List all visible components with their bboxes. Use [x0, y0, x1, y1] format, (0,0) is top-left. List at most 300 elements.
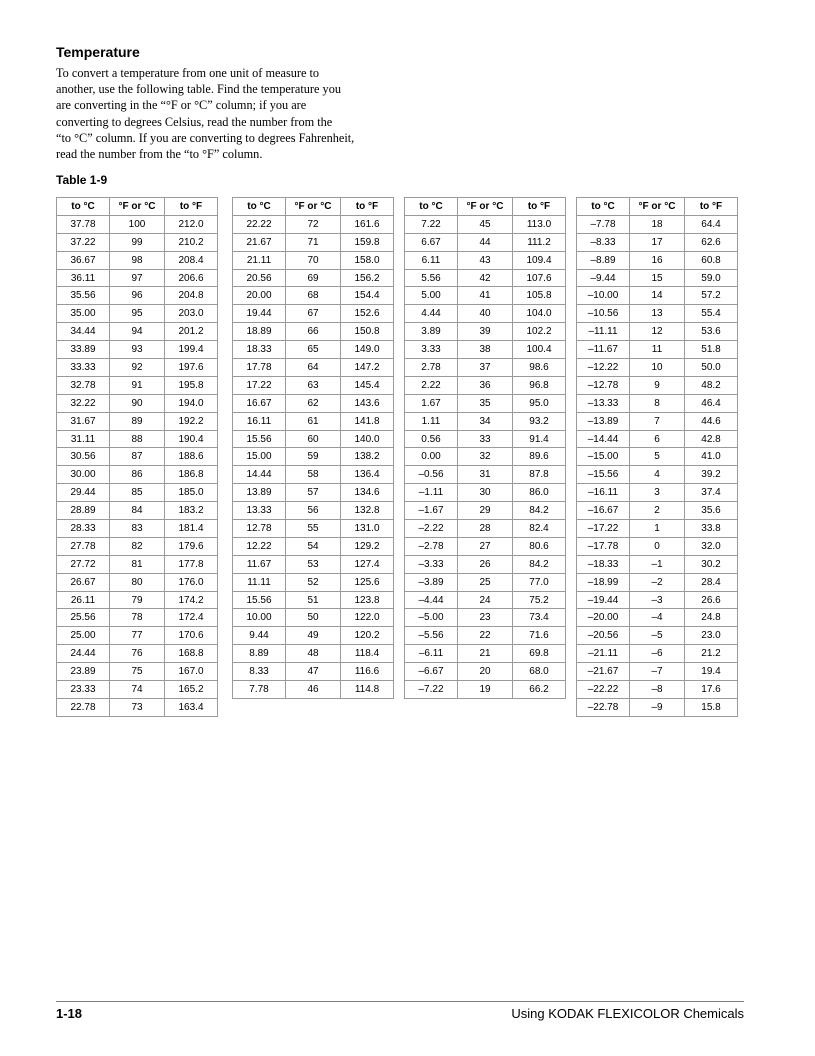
cell-f-or-c: 93: [110, 341, 165, 359]
table-row: [405, 394, 566, 412]
cell-to-f: 131.0: [341, 520, 394, 538]
cell-to-f: 136.4: [341, 466, 394, 484]
cell-to-f: 204.8: [165, 287, 218, 305]
table-row: [233, 251, 394, 269]
table-row: [405, 323, 566, 341]
cell-f-or-c: 88: [110, 430, 165, 448]
cell-f-or-c: 6: [630, 430, 685, 448]
cell-f-or-c: 89: [110, 412, 165, 430]
cell-f-or-c: 2: [630, 502, 685, 520]
cell-to-f: 53.6: [685, 323, 738, 341]
table-row: [577, 663, 738, 681]
table-row: [233, 430, 394, 448]
cell-to-f: 44.6: [685, 412, 738, 430]
table-row: [405, 269, 566, 287]
cell-f-or-c: 26: [458, 555, 513, 573]
cell-to-c: –2.22: [405, 520, 458, 538]
cell-to-c: –2.78: [405, 537, 458, 555]
cell-f-or-c: 72: [286, 215, 341, 233]
cell-f-or-c: 12: [630, 323, 685, 341]
cell-f-or-c: 81: [110, 555, 165, 573]
table-row: [405, 215, 566, 233]
table-row: [233, 484, 394, 502]
header-to-f: to °F: [685, 198, 738, 216]
cell-to-f: 86.0: [513, 484, 566, 502]
cell-to-c: 34.44: [57, 323, 110, 341]
cell-to-c: 0.00: [405, 448, 458, 466]
table-row: [577, 573, 738, 591]
cell-to-c: 18.33: [233, 341, 286, 359]
cell-to-c: 28.89: [57, 502, 110, 520]
cell-to-f: 127.4: [341, 555, 394, 573]
cell-f-or-c: 29: [458, 502, 513, 520]
table-row: [577, 341, 738, 359]
cell-to-f: 113.0: [513, 215, 566, 233]
cell-to-f: 123.8: [341, 591, 394, 609]
table-row: [577, 251, 738, 269]
intro-line: are converting in the “°F or °C” column; if you are: [56, 98, 307, 113]
cell-f-or-c: 32: [458, 448, 513, 466]
cell-to-f: 24.8: [685, 609, 738, 627]
cell-f-or-c: 59: [286, 448, 341, 466]
cell-f-or-c: 62: [286, 394, 341, 412]
cell-to-c: –22.22: [577, 681, 630, 699]
cell-to-f: 95.0: [513, 394, 566, 412]
cell-to-c: –0.56: [405, 466, 458, 484]
cell-to-f: 89.6: [513, 448, 566, 466]
cell-to-f: 125.6: [341, 573, 394, 591]
cell-f-or-c: 60: [286, 430, 341, 448]
cell-to-f: 208.4: [165, 251, 218, 269]
cell-to-f: 118.4: [341, 645, 394, 663]
cell-to-c: –12.78: [577, 376, 630, 394]
cell-f-or-c: –5: [630, 627, 685, 645]
cell-to-f: 39.2: [685, 466, 738, 484]
cell-to-c: –20.00: [577, 609, 630, 627]
cell-f-or-c: 27: [458, 537, 513, 555]
table-row: [57, 627, 218, 645]
cell-f-or-c: 61: [286, 412, 341, 430]
cell-f-or-c: 22: [458, 627, 513, 645]
cell-f-or-c: 78: [110, 609, 165, 627]
cell-f-or-c: 85: [110, 484, 165, 502]
cell-to-c: –8.33: [577, 233, 630, 251]
cell-to-f: 84.2: [513, 555, 566, 573]
table-row: [233, 305, 394, 323]
cell-to-f: 50.0: [685, 359, 738, 377]
cell-to-f: 138.2: [341, 448, 394, 466]
cell-to-f: 109.4: [513, 251, 566, 269]
conversion-table-2: [232, 197, 394, 699]
cell-to-f: 210.2: [165, 233, 218, 251]
table-row: [405, 537, 566, 555]
cell-to-c: 21.11: [233, 251, 286, 269]
cell-to-f: 120.2: [341, 627, 394, 645]
cell-f-or-c: 83: [110, 520, 165, 538]
table-row: [577, 591, 738, 609]
cell-f-or-c: 7: [630, 412, 685, 430]
cell-to-c: –1.11: [405, 484, 458, 502]
cell-to-c: 31.67: [57, 412, 110, 430]
cell-to-c: 8.89: [233, 645, 286, 663]
cell-to-f: 145.4: [341, 376, 394, 394]
cell-to-c: 22.78: [57, 698, 110, 716]
cell-f-or-c: 75: [110, 663, 165, 681]
cell-to-c: –9.44: [577, 269, 630, 287]
header-to-f: to °F: [341, 198, 394, 216]
table-row: [577, 359, 738, 377]
cell-f-or-c: 24: [458, 591, 513, 609]
cell-to-f: 156.2: [341, 269, 394, 287]
table-row: [233, 609, 394, 627]
cell-to-f: 150.8: [341, 323, 394, 341]
cell-f-or-c: 68: [286, 287, 341, 305]
conversion-table-3: [404, 197, 566, 699]
cell-to-f: 185.0: [165, 484, 218, 502]
cell-to-c: –12.22: [577, 359, 630, 377]
cell-to-f: 122.0: [341, 609, 394, 627]
cell-to-c: –11.67: [577, 341, 630, 359]
cell-f-or-c: 53: [286, 555, 341, 573]
conversion-table-4: [576, 197, 738, 717]
cell-to-c: –17.78: [577, 537, 630, 555]
cell-f-or-c: 42: [458, 269, 513, 287]
cell-to-c: 12.78: [233, 520, 286, 538]
cell-to-f: 186.8: [165, 466, 218, 484]
table-row: [577, 466, 738, 484]
cell-to-c: –5.00: [405, 609, 458, 627]
header-to-c: to °C: [233, 198, 286, 216]
table-row: [405, 609, 566, 627]
cell-f-or-c: 4: [630, 466, 685, 484]
cell-to-c: 29.44: [57, 484, 110, 502]
cell-to-c: –15.00: [577, 448, 630, 466]
cell-to-f: 167.0: [165, 663, 218, 681]
cell-to-f: 158.0: [341, 251, 394, 269]
table-row: [233, 448, 394, 466]
table-row: [57, 412, 218, 430]
cell-f-or-c: 41: [458, 287, 513, 305]
table-row: [57, 215, 218, 233]
cell-to-c: 35.00: [57, 305, 110, 323]
table-row: [405, 233, 566, 251]
cell-to-c: 11.11: [233, 573, 286, 591]
cell-to-f: 77.0: [513, 573, 566, 591]
header-f-or-c: °F or °C: [630, 198, 685, 216]
table-row: [577, 412, 738, 430]
cell-f-or-c: –7: [630, 663, 685, 681]
cell-to-c: 30.00: [57, 466, 110, 484]
cell-f-or-c: 40: [458, 305, 513, 323]
cell-to-c: –16.67: [577, 502, 630, 520]
cell-to-f: 168.8: [165, 645, 218, 663]
cell-to-c: –3.33: [405, 555, 458, 573]
cell-to-c: 17.78: [233, 359, 286, 377]
cell-f-or-c: 5: [630, 448, 685, 466]
table-row: [577, 269, 738, 287]
page-number: 1-18: [56, 1006, 83, 1021]
cell-to-c: 10.00: [233, 609, 286, 627]
cell-to-f: 35.6: [685, 502, 738, 520]
table-row: [233, 591, 394, 609]
cell-to-f: 179.6: [165, 537, 218, 555]
cell-to-f: 141.8: [341, 412, 394, 430]
cell-to-f: 21.2: [685, 645, 738, 663]
cell-f-or-c: 86: [110, 466, 165, 484]
cell-f-or-c: 0: [630, 537, 685, 555]
cell-to-c: 27.78: [57, 537, 110, 555]
cell-to-f: 114.8: [341, 681, 394, 699]
cell-f-or-c: 52: [286, 573, 341, 591]
cell-f-or-c: –9: [630, 698, 685, 716]
table-header-row: [57, 198, 218, 216]
cell-f-or-c: 28: [458, 520, 513, 538]
cell-to-c: –7.22: [405, 681, 458, 699]
cell-to-c: 9.44: [233, 627, 286, 645]
cell-to-f: 96.8: [513, 376, 566, 394]
cell-to-c: 19.44: [233, 305, 286, 323]
cell-f-or-c: 34: [458, 412, 513, 430]
table-row: [405, 412, 566, 430]
table-row: [405, 555, 566, 573]
cell-to-f: 147.2: [341, 359, 394, 377]
cell-f-or-c: 100: [110, 215, 165, 233]
table-row: [57, 430, 218, 448]
cell-f-or-c: 79: [110, 591, 165, 609]
cell-to-f: 181.4: [165, 520, 218, 538]
cell-to-f: 62.6: [685, 233, 738, 251]
cell-to-c: –20.56: [577, 627, 630, 645]
cell-to-c: –11.11: [577, 323, 630, 341]
cell-f-or-c: 1: [630, 520, 685, 538]
table-row: [233, 663, 394, 681]
table-row: [57, 466, 218, 484]
table-row: [57, 233, 218, 251]
cell-to-c: 1.11: [405, 412, 458, 430]
table-row: [405, 251, 566, 269]
table-row: [233, 376, 394, 394]
cell-f-or-c: 8: [630, 394, 685, 412]
cell-f-or-c: 45: [458, 215, 513, 233]
table-row: [57, 663, 218, 681]
cell-to-c: 0.56: [405, 430, 458, 448]
cell-to-f: 183.2: [165, 502, 218, 520]
table-row: [405, 341, 566, 359]
cell-to-f: 69.8: [513, 645, 566, 663]
table-row: [233, 573, 394, 591]
cell-to-f: 19.4: [685, 663, 738, 681]
cell-f-or-c: 58: [286, 466, 341, 484]
table-row: [577, 323, 738, 341]
table-row: [405, 502, 566, 520]
table-row: [577, 645, 738, 663]
table-row: [405, 287, 566, 305]
cell-f-or-c: 16: [630, 251, 685, 269]
cell-f-or-c: 35: [458, 394, 513, 412]
cell-to-c: –8.89: [577, 251, 630, 269]
cell-to-f: 192.2: [165, 412, 218, 430]
table-row: [577, 681, 738, 699]
table-row: [577, 448, 738, 466]
cell-f-or-c: 15: [630, 269, 685, 287]
cell-to-f: 51.8: [685, 341, 738, 359]
cell-f-or-c: 31: [458, 466, 513, 484]
cell-f-or-c: 48: [286, 645, 341, 663]
cell-to-c: –21.67: [577, 663, 630, 681]
cell-f-or-c: 39: [458, 323, 513, 341]
cell-f-or-c: 49: [286, 627, 341, 645]
cell-to-c: –18.33: [577, 555, 630, 573]
cell-to-c: –21.11: [577, 645, 630, 663]
cell-to-c: 36.67: [57, 251, 110, 269]
cell-to-f: 87.8: [513, 466, 566, 484]
cell-to-f: 30.2: [685, 555, 738, 573]
table-header-row: [233, 198, 394, 216]
cell-to-f: 23.0: [685, 627, 738, 645]
table-row: [577, 627, 738, 645]
header-to-c: to °C: [405, 198, 458, 216]
table-row: [577, 305, 738, 323]
cell-f-or-c: 69: [286, 269, 341, 287]
footer-divider: [56, 1001, 744, 1002]
section-heading: Temperature: [56, 44, 140, 60]
cell-to-c: 26.11: [57, 591, 110, 609]
cell-f-or-c: 43: [458, 251, 513, 269]
cell-to-f: 201.2: [165, 323, 218, 341]
intro-line: To convert a temperature from one unit of measure to: [56, 66, 320, 80]
cell-to-f: 212.0: [165, 215, 218, 233]
intro-paragraph: [56, 65, 386, 162]
table-row: [405, 305, 566, 323]
cell-f-or-c: 98: [110, 251, 165, 269]
table-row: [57, 305, 218, 323]
table-row: [577, 537, 738, 555]
conversion-table-1: [56, 197, 218, 717]
cell-to-f: 140.0: [341, 430, 394, 448]
cell-to-c: 15.00: [233, 448, 286, 466]
cell-to-c: –4.44: [405, 591, 458, 609]
table-row: [233, 502, 394, 520]
cell-to-c: 12.22: [233, 537, 286, 555]
cell-f-or-c: –4: [630, 609, 685, 627]
cell-to-f: 102.2: [513, 323, 566, 341]
cell-to-c: 32.22: [57, 394, 110, 412]
table-row: [57, 269, 218, 287]
table-row: [577, 394, 738, 412]
cell-to-c: 33.33: [57, 359, 110, 377]
table-row: [577, 698, 738, 716]
cell-to-f: 93.2: [513, 412, 566, 430]
table-header-row: [577, 198, 738, 216]
cell-to-f: 161.6: [341, 215, 394, 233]
cell-f-or-c: 9: [630, 376, 685, 394]
table-caption: Table 1-9: [56, 173, 108, 187]
cell-to-f: 26.6: [685, 591, 738, 609]
intro-line: read the number from the “to °F” column.: [56, 147, 263, 162]
cell-f-or-c: 74: [110, 681, 165, 699]
cell-to-c: 31.11: [57, 430, 110, 448]
cell-to-f: 17.6: [685, 681, 738, 699]
cell-to-f: 132.8: [341, 502, 394, 520]
cell-to-f: 165.2: [165, 681, 218, 699]
cell-to-c: –16.11: [577, 484, 630, 502]
cell-to-f: 143.6: [341, 394, 394, 412]
cell-to-c: 7.22: [405, 215, 458, 233]
table-row: [405, 448, 566, 466]
table-row: [577, 215, 738, 233]
table-row: [57, 520, 218, 538]
footer-title: Using KODAK FLEXICOLOR Chemicals: [511, 1006, 744, 1021]
cell-to-c: 23.89: [57, 663, 110, 681]
cell-f-or-c: 13: [630, 305, 685, 323]
cell-f-or-c: 87: [110, 448, 165, 466]
cell-to-f: 15.8: [685, 698, 738, 716]
cell-f-or-c: 19: [458, 681, 513, 699]
cell-to-c: 15.56: [233, 430, 286, 448]
cell-to-f: 190.4: [165, 430, 218, 448]
cell-f-or-c: 92: [110, 359, 165, 377]
cell-f-or-c: 95: [110, 305, 165, 323]
cell-to-f: 71.6: [513, 627, 566, 645]
cell-to-c: –10.00: [577, 287, 630, 305]
cell-to-c: 35.56: [57, 287, 110, 305]
cell-to-f: 68.0: [513, 663, 566, 681]
header-f-or-c: °F or °C: [110, 198, 165, 216]
cell-to-f: 111.2: [513, 233, 566, 251]
cell-to-f: 104.0: [513, 305, 566, 323]
cell-to-c: 18.89: [233, 323, 286, 341]
cell-to-c: 6.67: [405, 233, 458, 251]
cell-to-c: 2.22: [405, 376, 458, 394]
table-row: [233, 466, 394, 484]
cell-to-f: 48.2: [685, 376, 738, 394]
table-row: [405, 466, 566, 484]
table-row: [233, 359, 394, 377]
cell-to-f: 60.8: [685, 251, 738, 269]
table-row: [233, 394, 394, 412]
cell-to-f: 32.0: [685, 537, 738, 555]
table-row: [233, 269, 394, 287]
table-row: [57, 609, 218, 627]
table-row: [577, 502, 738, 520]
table-row: [577, 484, 738, 502]
cell-to-c: 7.78: [233, 681, 286, 699]
table-row: [57, 251, 218, 269]
table-header-row: [405, 198, 566, 216]
cell-f-or-c: 46: [286, 681, 341, 699]
cell-to-f: 159.8: [341, 233, 394, 251]
cell-f-or-c: 33: [458, 430, 513, 448]
table-row: [57, 591, 218, 609]
cell-to-c: 20.56: [233, 269, 286, 287]
cell-to-f: 55.4: [685, 305, 738, 323]
cell-to-f: 37.4: [685, 484, 738, 502]
table-row: [405, 627, 566, 645]
table-row: [57, 394, 218, 412]
cell-to-c: 23.33: [57, 681, 110, 699]
table-row: [233, 520, 394, 538]
table-row: [577, 430, 738, 448]
cell-to-c: –5.56: [405, 627, 458, 645]
cell-f-or-c: –8: [630, 681, 685, 699]
cell-to-c: 8.33: [233, 663, 286, 681]
table-row: [233, 627, 394, 645]
table-row: [405, 663, 566, 681]
cell-f-or-c: 84: [110, 502, 165, 520]
cell-f-or-c: –2: [630, 573, 685, 591]
cell-to-f: 152.6: [341, 305, 394, 323]
cell-f-or-c: 70: [286, 251, 341, 269]
